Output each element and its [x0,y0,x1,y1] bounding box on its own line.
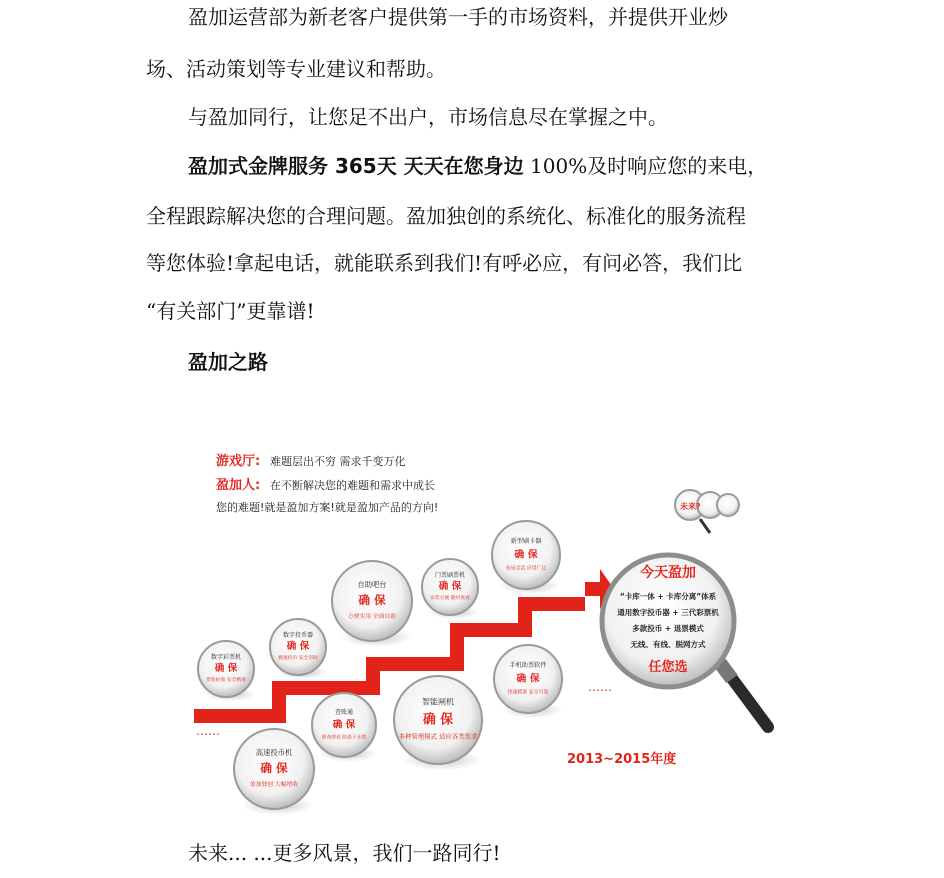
bubble-mark: 确 保 [422,712,454,728]
header-label-yingjia: 盈加人: [216,478,261,493]
bubble-mark: 确 保 [516,673,540,685]
section-title: 盈加之路 [188,350,268,374]
future-magnifiers [675,490,739,533]
paragraph-3-line-1 [188,153,767,179]
product-bubble [198,641,255,701]
service-slogan: 盈加式金牌服务 365天 天天在您身边 [188,154,524,178]
bubble-subtitle: 极速投币 安全省时 [278,655,318,661]
bubble-subtitle: 安装方便 随时查看 [430,595,470,601]
header-text-yingjia: 在不断解决您的难题和需求中成长 [270,479,435,492]
bubble-subtitle: 即查即看 防患于未然 [321,735,367,741]
product-bubble [234,729,314,815]
magnifier-footer: 任您选 [648,660,688,675]
bubble-title: 数字投币器 [282,632,314,640]
magnifier-line-1: “卡库一体 + 卡库分离”体系 [619,592,717,601]
bubble-title: 新型刷卡器 [510,538,542,546]
bubble-title: 自助吧台 [357,580,387,589]
product-bubble [492,521,561,594]
product-bubble [270,619,327,679]
magnifier-line-4: 无线、有线、脱网方式 [630,640,706,649]
paragraph-2: 与盈加同行，让您足不出户，市场信息尽在掌握之中。 [188,105,668,129]
bubble-title: 高速投币机 [255,748,293,757]
header-text-direction: 您的难题!就是盈加方案!就是盈加产品的方向! [216,501,439,514]
bubble-mark: 确 保 [438,581,462,593]
magnifier-today [602,555,768,727]
magnifier-line-2: 通用数字投币器 + 三代彩票机 [617,608,719,617]
magnifier-title: 今天盈加 [640,565,696,581]
service-response: 100%及时响应您的来电， [523,154,768,178]
paragraph-3-line-4: “有关部门”更靠谱! [146,299,315,323]
bubble-title: 数字彩票机 [210,654,242,662]
bubble-mark: 确 保 [214,663,238,675]
product-bubble [494,645,563,718]
growth-roadmap-figure [180,437,775,834]
header-text-arcade: 难题层出不穷 需求千变万化 [270,455,406,468]
bubble-mark: 确 保 [332,719,356,731]
bubble-subtitle: 盈加独创 大幅增收 [249,781,299,788]
product-bubble [394,676,482,771]
bubble-mark: 确 保 [260,761,288,776]
bubble-subtitle: 快速精准 安全可靠 [507,689,549,696]
bubble-title: 手机助票软件 [509,662,547,670]
bubble-mark: 确 保 [286,641,310,653]
dots-right: …… [588,680,612,694]
year-range: 2013~2015年度 [567,752,677,767]
paragraph-3-line-2: 全程跟踪解决您的合理问题。盈加独创的系统化、标准化的服务流程 [146,204,746,228]
bubble-subtitle: 方便实用 全面自助 [347,613,397,620]
bubble-mark: 确 保 [514,549,538,561]
paragraph-3-line-3: 等您体验!拿起电话，就能联系到我们!有呼必应，有问必答，我们比 [146,251,743,275]
paragraph-1-line-2: 场、活动策划等专业建议和帮助。 [146,57,446,81]
magnifier-line-3: 多款投币 + 退票模式 [632,624,704,633]
bubble-title: 查账通 [334,708,354,716]
dots-left: …… [196,724,220,738]
future-bubble-label: 未来? [680,502,701,511]
bubble-title: 智能闸机 [422,697,454,707]
product-bubble [312,693,377,762]
bubble-subtitle: 多种管理模式 适应各类需求 [398,732,478,741]
bubble-title: 门票刷票机 [434,572,466,580]
product-bubble [332,561,412,647]
header-label-arcade: 游戏厅: [216,454,261,469]
bubble-subtitle: 布局灵活 应用广泛 [505,565,547,572]
bubble-mark: 确 保 [358,593,386,608]
bubble-subtitle: 货值拍收 安全精准 [206,677,246,683]
closing-line: 未来... ...更多风景，我们一路同行! [188,841,501,865]
product-bubble [422,559,479,619]
paragraph-1-line-1: 盈加运营部为新老客户提供第一手的市场资料，并提供开业炒 [188,5,728,29]
